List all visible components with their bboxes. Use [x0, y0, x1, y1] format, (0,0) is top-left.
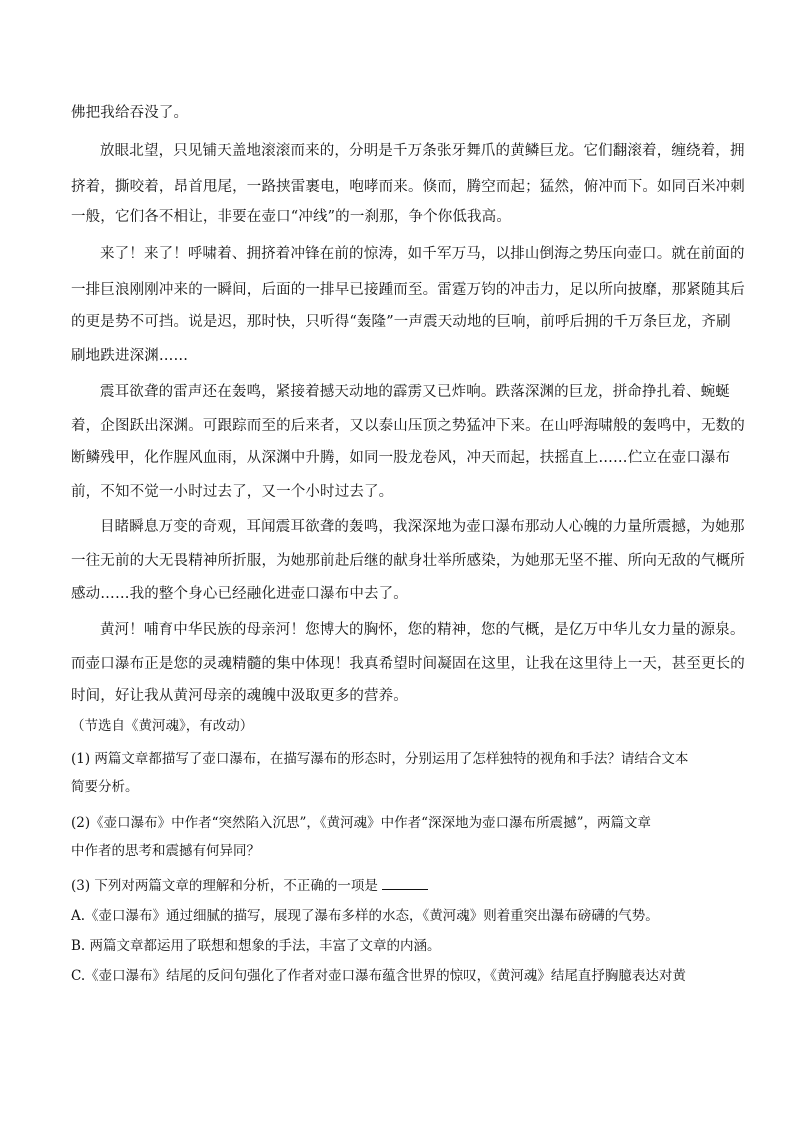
answer-blank[interactable] — [382, 875, 428, 890]
question-line: 中作者的思考和震撼有何异同？ — [71, 843, 260, 859]
passage-line: 一般，它们各不相让，非要在壶口“冲线”的一刹那，争个你低我高。 — [71, 209, 511, 225]
passage-line: 佛把我给吞没了。 — [71, 105, 189, 121]
question-text: (3) 下列对两篇文章的理解和分析，不正确的一项是 — [71, 878, 378, 894]
passage-line: 着，企图跃出深渊。可跟踪而至的后来者，又以泰山压顶之势猛冲下来。在山呼海啸般的轰鸣中，无数的 — [71, 418, 745, 434]
passage-line: 一往无前的大无畏精神所折服，为她那前赴后继的献身壮举所感染，为她那无坚不摧、所向无敌的气概所 — [71, 553, 745, 569]
passage-line: 来了！来了！呼啸着、拥挤着冲锋在前的惊涛，如千军万马，以排山倒海之势压向壶口。就在前面的 — [100, 246, 745, 262]
passage-line: 的更是势不可挡。说是迟，那时快，只听得“轰隆”一声震天动地的巨响，前呼后拥的千万条巨龙，齐刷 — [71, 314, 731, 330]
passage-line: 前，不知不觉一小时过去了，又一个小时过去了。 — [71, 484, 394, 500]
question-line: 简要分析。 — [71, 779, 139, 795]
passage-line: 感动……我的整个身心已经融化进壶口瀑布中去了。 — [71, 586, 408, 602]
passage-line: 目睹瞬息万变的奇观，耳闻震耳欲聋的轰鸣，我深深地为壶口瀑布那动人心魄的力量所震撼，为她那 — [100, 519, 745, 535]
passage-line: 挤着，撕咬着，昂首甩尾，一路挟雷裹电，咆哮而来。倏而，腾空而起；猛然，俯冲而下。如同百米冲刺 — [71, 179, 745, 195]
passage-line: 黄河！哺育中华民族的母亲河！您博大的胸怀，您的精神，您的气概，是亿万中华儿女力量的源泉。 — [100, 622, 745, 638]
passage-line: 断鳞残甲，化作腥风血雨，从深渊中升腾，如同一股龙卷风，冲天而起，扶摇直上……伫立在壶口瀑布 — [71, 450, 731, 466]
passage-line: 一排巨浪刚刚冲来的一瞬间，后面的一排早已接踵而至。雷霆万钧的冲击力，足以所向披靡，那紧随其后 — [71, 282, 745, 298]
question-line: (2)《壶口瀑布》中作者“突然陷入沉思”，《黄河魂》中作者“深深地为壶口瀑布所震撼”，两篇文章 — [71, 815, 651, 831]
option-a: A.《壶口瀑布》通过细腻的描写，展现了瀑布多样的水态，《黄河魂》则着重突出瀑布磅礴的气势。 — [71, 908, 659, 924]
option-b: B. 两篇文章都运用了联想和想象的手法，丰富了文章的内涵。 — [71, 938, 441, 954]
passage-line: 而壶口瀑布正是您的灵魂精髓的集中体现！我真希望时间凝固在这里，让我在这里待上一天，甚至更长的 — [71, 656, 745, 672]
passage-line: 时间，好让我从黄河母亲的魂魄中汲取更多的营养。 — [71, 688, 408, 704]
passage-line: 放眼北望，只见铺天盖地滚滚而来的，分明是千万条张牙舞爪的黄鳞巨龙。它们翻滚着，缠绕着，拥 — [100, 143, 745, 159]
question-line: (1) 两篇文章都描写了壶口瀑布，在描写瀑布的形态时，分别运用了怎样独特的视角和手法？请结合文本 — [71, 751, 689, 767]
passage-line: 震耳欲聋的雷声还在轰鸣，紧接着撼天动地的霹雳又已炸响。跌落深渊的巨龙，拼命挣扎着、蜿蜒 — [100, 384, 730, 400]
option-c: C.《壶口瀑布》结尾的反问句强化了作者对壶口瀑布蕴含世界的惊叹，《黄河魂》结尾直抒胸臆表达对黄 — [71, 968, 686, 984]
question-line — [71, 875, 731, 896]
source-note: （节选自《黄河魂》，有改动） — [71, 718, 254, 734]
passage-line: 刷地跌进深渊…… — [71, 348, 189, 364]
